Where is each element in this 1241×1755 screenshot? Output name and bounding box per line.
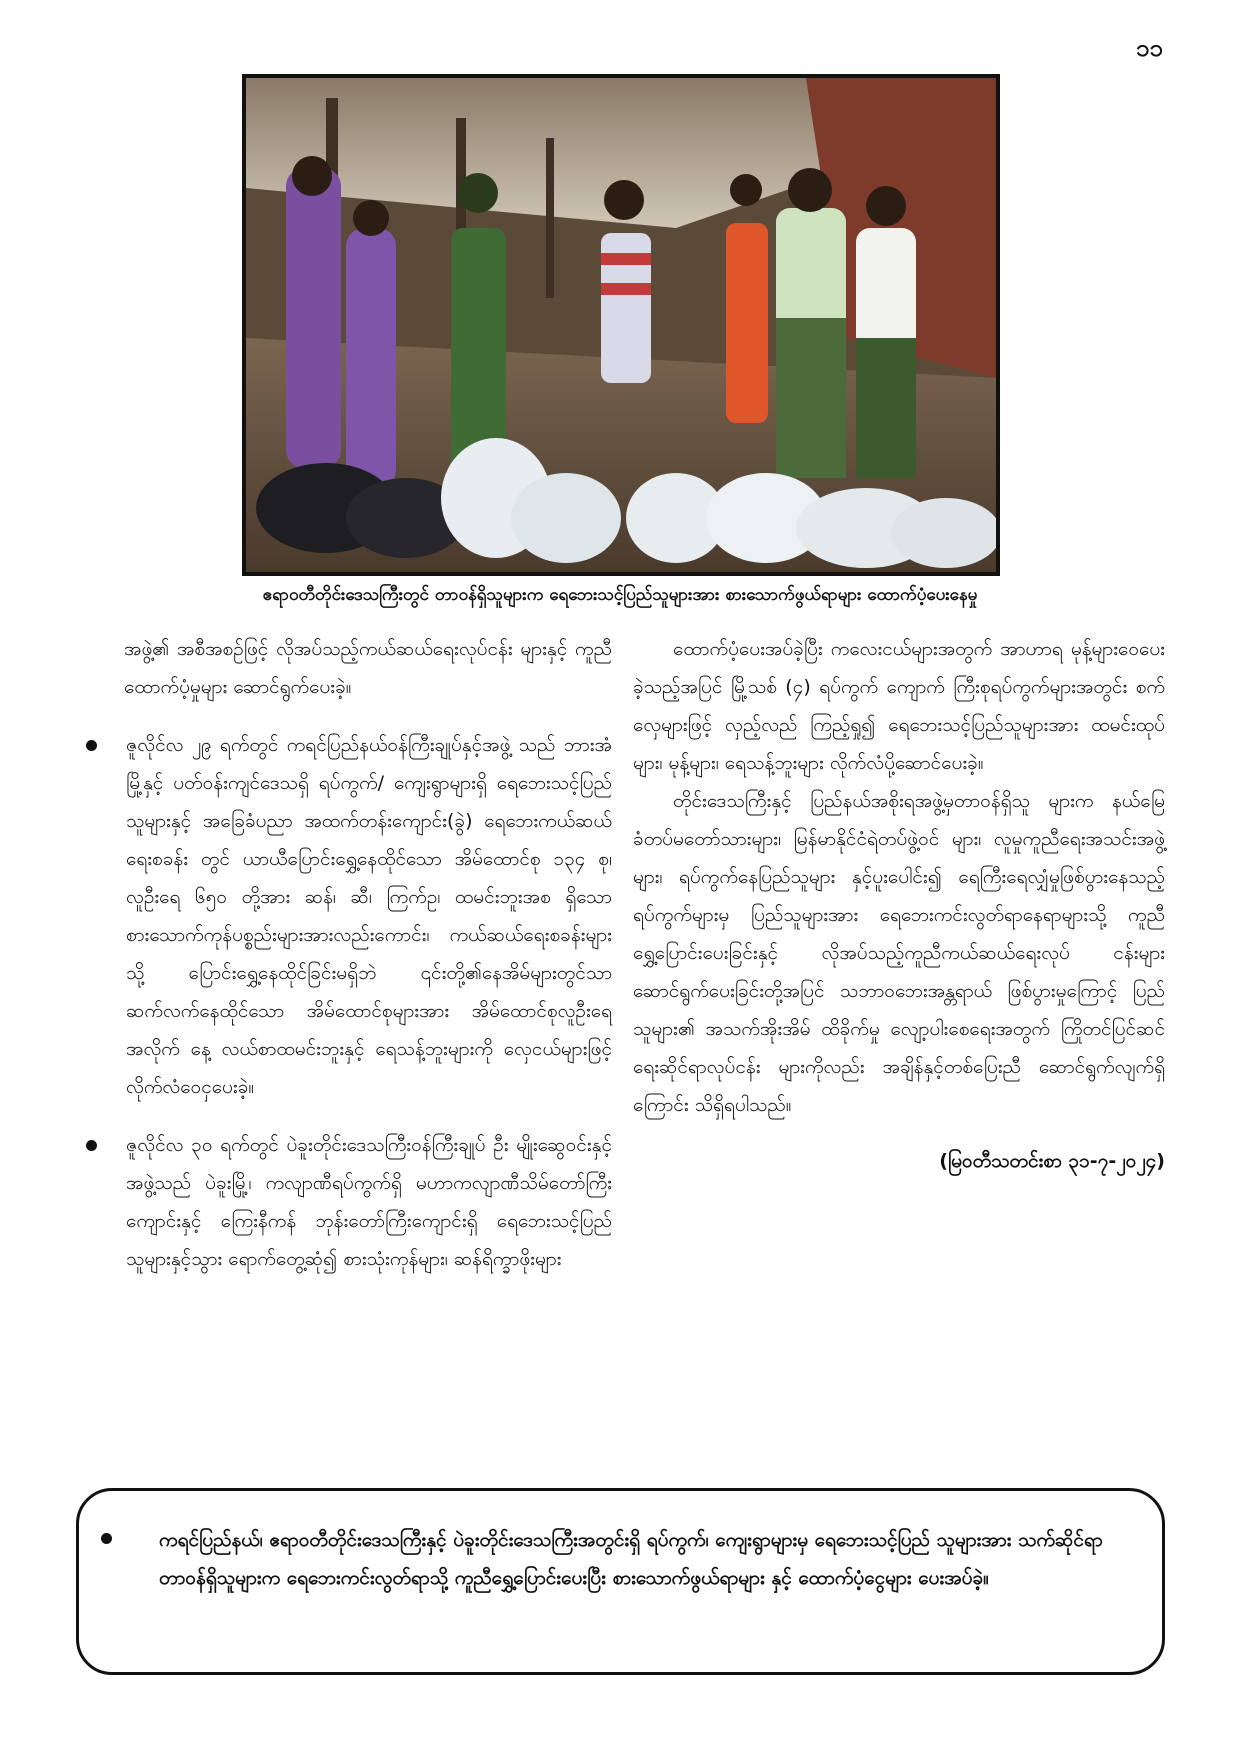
- bullet-text: ဇူလိုင်လ ၂၉ ရက်တွင် ကရင်ပြည်နယ်ဝန်ကြီးချုပ်နှင့်အဖွဲ့ သည် ဘားအံမြို့နှင့် ပတ်ဝန်းကျင်ဒေသရှိ ရပ်ကွက်/ ကျေးရွာများရှိ ရေဘေးသင့်ပြည်သူများနှင့် အခြေခံပညာ အထက်တန်းကျောင်း(ခွဲ) ရေဘေးကယ်ဆယ်ရေးစခန်း တွင် ယာယီပြောင်းရွှေ့နေထိုင်သော အိမ်ထောင်စု ၁၃၄ စု၊ လူဦးရေ ၆၅၀ တို့အား ဆန်၊ ဆီ၊ ကြက်ဥ၊ ထမင်းဘူးအစ ရှိသော စားသောက်ကုန်ပစ္စည်းများအားလည်းကောင်း၊ ကယ်ဆယ်ရေးစခန်းများသို့ ပြောင်းရွှေ့နေထိုင်ခြင်းမရှိဘဲ ၎င်းတို့၏နေအိမ်များတွင်သာ ဆက်လက်နေထိုင်သော အိမ်ထောင်စုများအား အိမ်ထောင်စုလူဦးရေအလိုက် နေ့ လယ်စာထမင်းဘူးနှင့် ရေသန့်ဘူးများကို လှေငယ်များဖြင့် လိုက်လံဝေငှပေးခဲ့။: [126, 734, 612, 1098]
- left-column: [84, 630, 612, 1278]
- right-paragraph-1: ထောက်ပံ့ပေးအပ်ခဲ့ပြီး ကလေးငယ်များအတွက် အာဟာရ မုန့်များဝေပေးခဲ့သည့်အပြင် မြို့သစ် (၄) ရပ်ကွက် ကျောက် ကြီးစုရပ်ကွက်များအတွင်း စက်လှေများဖြင့် လှည့်လည် ကြည့်ရှု၍ ရေဘေးသင့်ပြည်သူများအား ထမင်းထုပ်များ၊ မုန့်များ၊ ရေသန့်ဘူးများ လိုက်လံပို့ဆောင်ပေးခဲ့။: [633, 638, 1165, 774]
- summary-box: [76, 1488, 1165, 1675]
- summary-text: ကရင်ပြည်နယ်၊ ဧရာဝတီတိုင်းဒေသကြီးနှင့် ပဲခူးတိုင်းဒေသကြီးအတွင်းရှိ ရပ်ကွက်၊ ကျေးရွာများမှ ရေဘေးသင့်ပြည် သူများအား သက်ဆိုင်ရာတာဝန်ရှိသူများက ရေဘေးကင်းလွတ်ရာသို့ ကူညီရွှေ့ပြောင်းပေးပြီး စားသောက်ဖွယ်ရာများ နှင့် ထောက်ပံ့ငွေများ ပေးအပ်ခဲ့။: [159, 1529, 1103, 1589]
- bullet-icon: [101, 1533, 112, 1544]
- bullet-text: ဇူလိုင်လ ၃၀ ရက်တွင် ပဲခူးတိုင်းဒေသကြီးဝန်ကြီးချုပ် ဦး မျိုးဆွေဝင်းနှင့်အဖွဲ့သည် ပဲခူးမြို့၊ ကလျာဏီရပ်ကွက်ရှိ မဟာကလျာဏီသိမ်တော်ကြီးကျောင်းနှင့် ကြေးနီကန် ဘုန်းတော်ကြီးကျောင်းရှိ ရေဘေးသင့်ပြည်သူများနှင့်သွား ရောက်တွေ့ဆုံ၍ စားသုံးကုန်များ၊ ဆန်ရိက္ခာဖိုးများ: [126, 1134, 612, 1270]
- bullet-icon: [86, 1140, 97, 1151]
- left-intro-paragraph: အဖွဲ့၏ အစီအစဉ်ဖြင့် လိုအပ်သည့်ကယ်ဆယ်ရေးလုပ်ငန်း များနှင့် ကူညီထောက်ပံ့မှုများ ဆောင်ရွက်ပေးခဲ့။: [124, 638, 612, 698]
- right-paragraph-2: တိုင်းဒေသကြီးနှင့် ပြည်နယ်အစိုးရအဖွဲ့မှတာဝန်ရှိသူ များက နယ်မြေခံတပ်မတော်သားများ၊ မြန်မာနိုင်ငံရဲတပ်ဖွဲ့ဝင် များ၊ လူမှုကူညီရေးအသင်းအဖွဲ့များ၊ ရပ်ကွက်နေပြည်သူများ နှင့်ပူးပေါင်း၍ ရေကြီးရေလျှံမှုဖြစ်ပွားနေသည့် ရပ်ကွက်များမှ ပြည်သူများအား ရေဘေးကင်းလွတ်ရာနေရာများသို့ ကူညီ ရွှေ့ပြောင်းပေးခြင်းနှင့် လိုအပ်သည့်ကူညီကယ်ဆယ်ရေးလုပ် ငန်းများ ဆောင်ရွက်ပေးခြင်းတို့အပြင် သဘာဝဘေးအန္တရာယ် ဖြစ်ပွားမှုကြောင့် ပြည်သူများ၏ အသက်အိုးအိမ် ထိခိုက်မှု လျော့ပါးစေရေးအတွက် ကြိုတင်ပြင်ဆင်ရေးဆိုင်ရာလုပ်ငန်း များကိုလည်း အချိန်နှင့်တစ်ပြေးညီ ဆောင်ရွက်လျက်ရှိကြောင်း သိရှိရပါသည်။: [633, 790, 1165, 1116]
- relief-distribution-photo: [242, 74, 1000, 576]
- right-column: [633, 630, 1165, 1180]
- bullet-icon: [86, 740, 97, 751]
- news-source: (မြဝတီသတင်းစာ ၃၁-၇-၂၀၂၄): [939, 1150, 1165, 1172]
- photo-illustration: [246, 78, 996, 572]
- page-number: ၁၁: [1136, 34, 1163, 62]
- list-item: [84, 726, 612, 1106]
- photo-caption: ဧရာဝတီတိုင်းဒေသကြီးတွင် တာဝန်ရှိသူများက ရေဘေးသင့်ပြည်သူများအား စားသောက်ဖွယ်ရာများ ထောက်ပံ့ပေးနေမှု: [262, 585, 978, 605]
- list-item: [84, 1126, 612, 1278]
